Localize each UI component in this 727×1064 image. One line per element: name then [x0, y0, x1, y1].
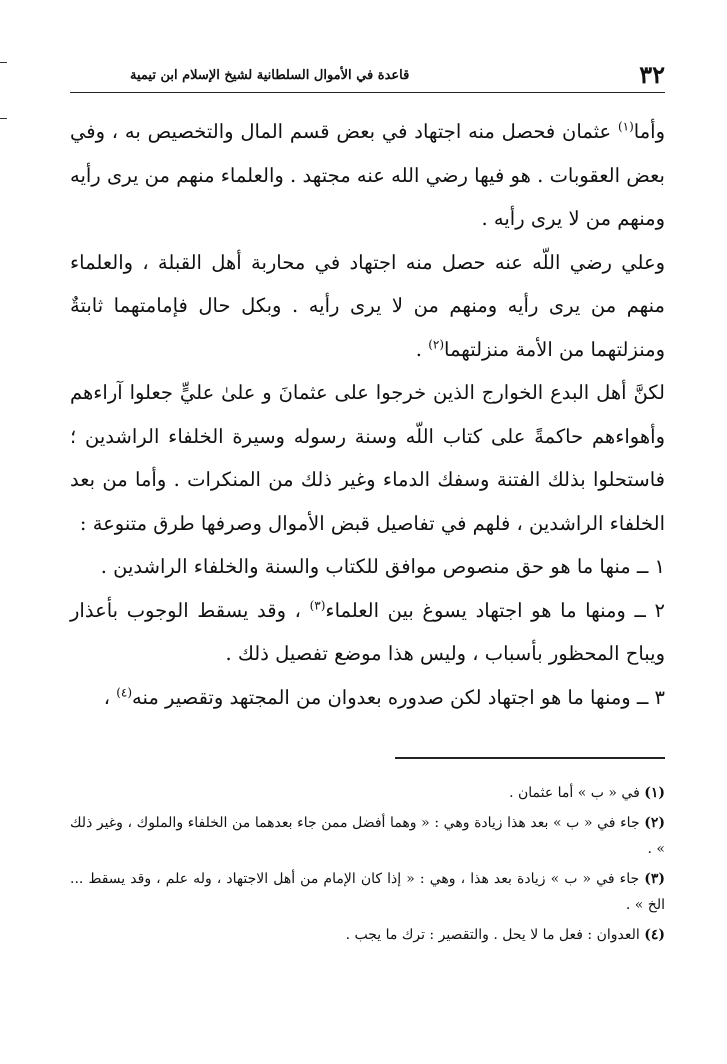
footnote-mark: (٤) — [644, 927, 665, 943]
footnote-ref-2[interactable]: (٢) — [428, 337, 445, 351]
text-run: . — [415, 337, 429, 361]
paragraph-3: لكنَّ أهل البدع الخوارج الذين خرجوا على عثمانَ و علىٰ عليٍّ جعلوا آراءهم وأهواءهم حاكمةً على كتاب اللّه وسنة رسوله وسيرة الخلفاء الراشدين ؛ فاستحلوا بذلك الفتنة وسفك الدماء وغير ذلك من المنكرات . وأما من بعد الخلفاء الراشدين ، فلهم في تفاصيل قبض الأموال وصرفها طرق متنوعة : — [70, 381, 665, 535]
text-run: وأما — [633, 120, 665, 143]
paragraph-2 — [70, 241, 665, 372]
list-item-1: ١ ــ منها ما هو حق منصوص موافق للكتاب والسنة والخلفاء الراشدين . — [100, 555, 665, 578]
footnote-text: جاء في « ب » بعد هذا زيادة وهي : « وهما أفضل ممن جاء بعدهما من الخلفاء والملوك ، وغير ذلك » . — [70, 815, 665, 857]
page-number: ٣٢ — [639, 60, 665, 89]
paragraph-1 — [70, 110, 665, 241]
footnote-1 — [70, 780, 665, 806]
running-title: قاعدة في الأموال السلطانية لشيخ الإسلام ابن تيمية — [130, 68, 410, 83]
list-item-2 — [70, 589, 665, 676]
footnote-text: في « ب » أما عثمان . — [509, 785, 645, 801]
text-run: ٢ ــ ومنها ما هو اجتهاد يسوغ بين العلماء — [325, 598, 665, 622]
text-run: ٣ ــ ومنها ما هو اجتهاد لكن صدوره بعدوان من المجتهد وتقصير منه — [132, 685, 665, 709]
text-run: ، وقد يسقط الوجوب بأعذار ويباح المحظور بأسباب ، وليس هذا موضع تفصيل ذلك . — [70, 598, 665, 665]
footnote-4 — [70, 922, 665, 948]
footnote-ref-4[interactable]: (٤) — [116, 685, 133, 699]
footnote-text: العدوان : فعل ما لا يحل . والتقصير : ترك ما يجب . — [345, 927, 645, 943]
footnote-2 — [70, 810, 665, 862]
text-run: وعلي رضي اللّه عنه حصل منه اجتهاد في محاربة أهل القبلة ، والعلماء منهم من يرى رأيه ومنهم من لا يرى رأيه . وبكل حال فإمامتهما ثابتةٌ ومنزلتهما من الأمة منزلتهما — [70, 250, 665, 361]
main-text — [70, 110, 665, 719]
page-edge-mark — [0, 118, 7, 119]
footnote-ref-3[interactable]: (٣) — [309, 598, 326, 612]
footnote-text: جاء في « ب » زيادة بعد هذا ، وهي : « إذا كان الإمام من أهل الاجتهاد ، وله علم ، وقد يسقط ... الخ » . — [70, 871, 665, 913]
footnote-divider — [395, 757, 665, 759]
footnotes — [70, 780, 665, 952]
text-run: عثمان فحصل منه اجتهاد في بعض قسم المال والتخصيص به ، وفي بعض العقوبات . هو فيها رضي الله عنه مجتهد . والعلماء منهم من يرى رأيه ومنهم من لا يرى رأيه . — [70, 120, 665, 230]
footnote-mark: (٣) — [644, 871, 665, 887]
footnote-mark: (٢) — [644, 815, 665, 831]
page-header — [70, 58, 665, 93]
list-item-3 — [70, 676, 665, 720]
footnote-3 — [70, 866, 665, 918]
page-edge-mark — [0, 62, 7, 63]
footnote-ref-1[interactable]: (١) — [617, 119, 634, 134]
footnote-mark: (١) — [644, 785, 665, 801]
text-run: ، — [103, 685, 117, 709]
